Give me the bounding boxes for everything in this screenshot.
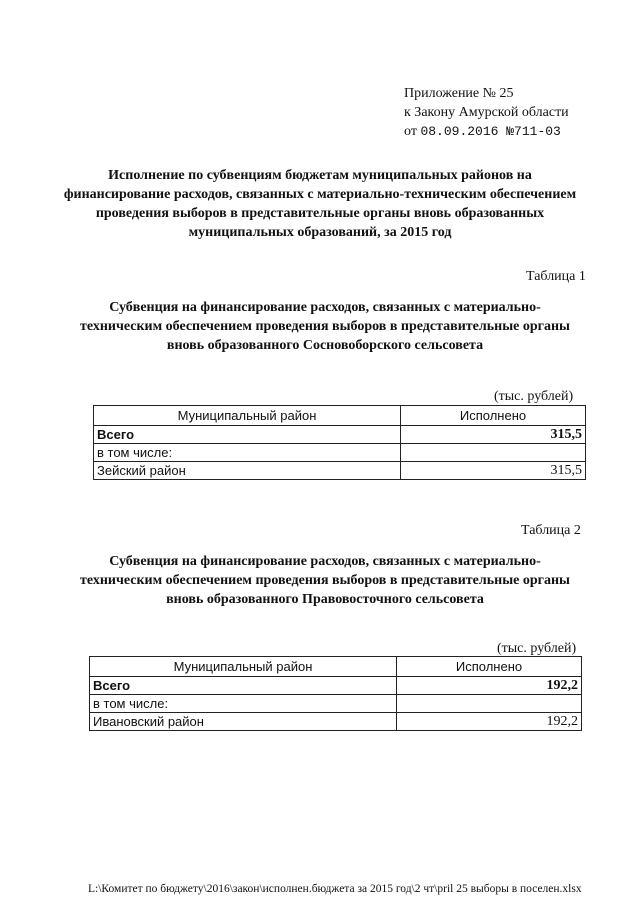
table1 [93, 405, 586, 480]
table2-title: Субвенция на финансирование расходов, связанных с материально-техническим обеспечением проведения выборов в представительные органы вновь образованного Правовосточного сельсовета [80, 554, 570, 607]
row-value: 192,2 [397, 713, 582, 731]
table-row [90, 713, 582, 731]
row-name: Зейский район [94, 462, 401, 480]
row-value [401, 444, 586, 462]
row-value [397, 695, 582, 713]
row-value: 192,2 [397, 677, 582, 695]
table-header-row [90, 657, 582, 677]
annex-number: Приложение № 25 [404, 86, 514, 101]
row-value: 315,5 [401, 426, 586, 444]
row-name: Ивановский район [90, 713, 397, 731]
footer-file-path: L:\Комитет по бюджету\2016\закон\исполнен.бюджета за 2015 год\2 чт\pril 25 выборы в поселен.xlsx [88, 883, 582, 895]
table1-units: (тыс. рублей) [494, 389, 574, 404]
header-municipal-district: Муниципальный район [94, 406, 401, 426]
document-title: Исполнение по субвенциям бюджетам муниципальных районов на финансирование расходов, связанных с материально-техническим обеспечением проведения выборов в представительные органы вновь образованных муниципальных образований, за 2015 год [63, 168, 577, 240]
table2 [89, 656, 582, 731]
annex-law: к Закону Амурской области [404, 105, 569, 120]
header-executed: Исполнено [397, 657, 582, 677]
annex-date [404, 122, 569, 141]
table-row [90, 695, 582, 713]
annex-date-prefix: от [404, 124, 417, 139]
header-municipal-district: Муниципальный район [90, 657, 397, 677]
table1-label: Таблица 1 [526, 269, 586, 284]
table1-title: Субвенция на финансирование расходов, связанных с материально-техническим обеспечением проведения выборов в представительные органы вновь образованного Сосновоборского сельсовета [80, 300, 570, 353]
table-row [94, 426, 586, 444]
table-header-row [94, 406, 586, 426]
row-value: 315,5 [401, 462, 586, 480]
table-row [94, 444, 586, 462]
annex-header [404, 84, 569, 141]
table2-label: Таблица 2 [521, 523, 581, 538]
table2-units: (тыс. рублей) [497, 641, 577, 656]
header-executed: Исполнено [401, 406, 586, 426]
row-name: в том числе: [90, 695, 397, 713]
annex-date-value: 08.09.2016 №711-03 [420, 124, 561, 139]
row-name: Всего [90, 677, 397, 695]
table-row [90, 677, 582, 695]
row-name: Всего [94, 426, 401, 444]
row-name: в том числе: [94, 444, 401, 462]
table-row [94, 462, 586, 480]
